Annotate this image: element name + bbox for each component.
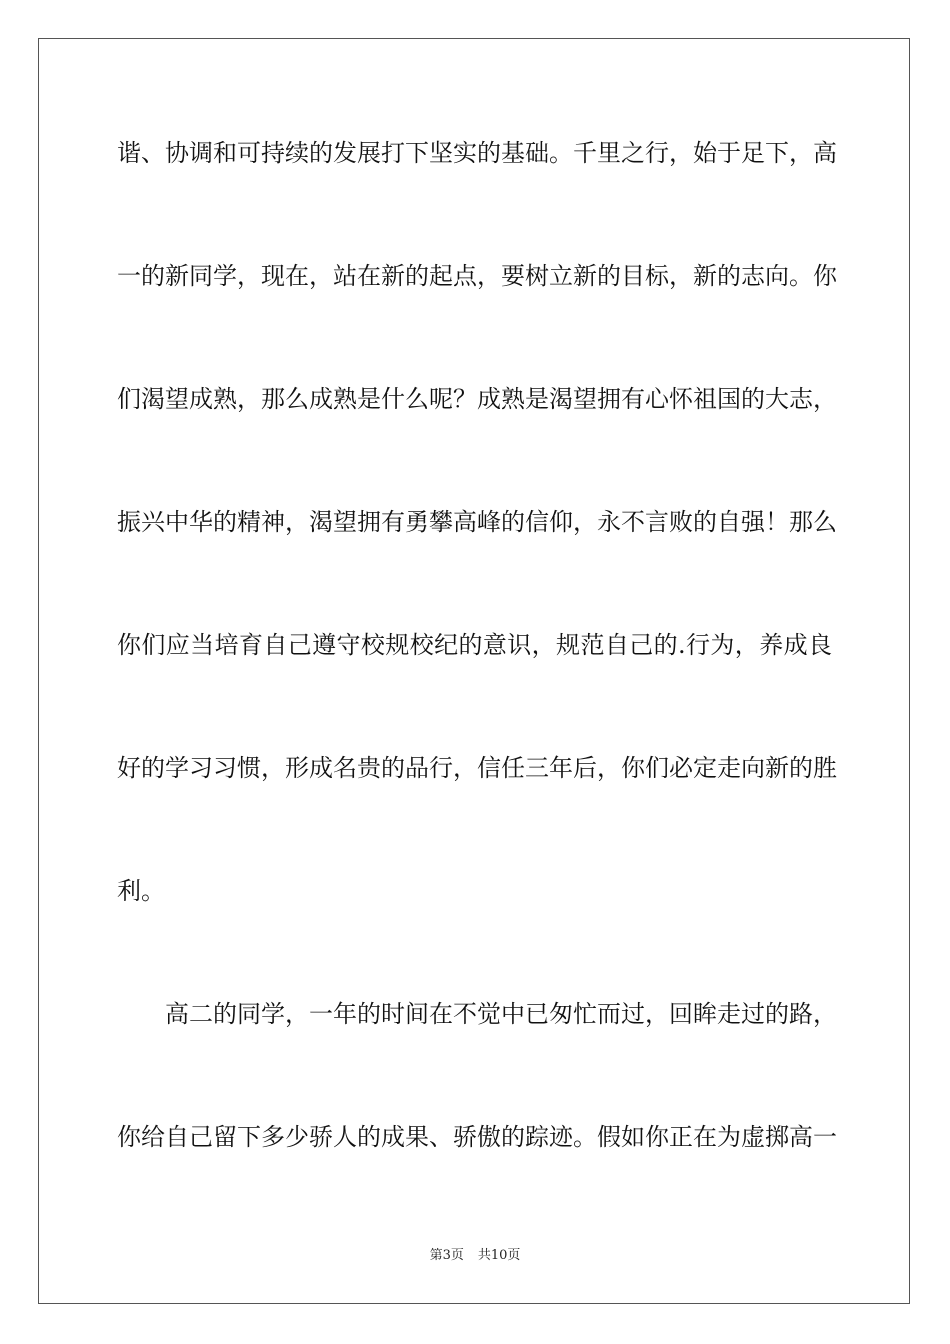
paragraph-line: 一的新同学，现在，站在新的起点，要树立新的目标，新的志向。你 — [117, 262, 837, 290]
paragraph-line: 好的学习习惯，形成名贵的品行，信任三年后，你们必定走向新的胜 — [117, 754, 837, 782]
paragraph-line: 谐、协调和可持续的发展打下坚实的基础。千里之行，始于足下，高 — [117, 139, 837, 167]
page-total: 共10页 — [477, 1248, 521, 1263]
paragraph-line: 高二的同学，一年的时间在不觉中已匆忙而过，回眸走过的路， — [165, 1000, 837, 1028]
paragraph-line: 利。 — [117, 877, 165, 905]
paragraph-line: 们渴望成熟，那么成熟是什么呢？成熟是渴望拥有心怀祖国的大志， — [117, 385, 837, 413]
paragraph-line: 振兴中华的精神，渴望拥有勇攀高峰的信仰，永不言败的自强！那么 — [117, 508, 837, 536]
page-footer — [0, 1246, 950, 1266]
page-number: 第3页 — [429, 1248, 464, 1263]
paragraph-line: 你给自己留下多少骄人的成果、骄傲的踪迹。假如你正在为虚掷高一 — [117, 1123, 837, 1151]
paragraph-line: 你们应当培育自己遵守校规校纪的意识，规范自己的.行为，养成良 — [117, 631, 832, 659]
page-frame — [38, 38, 910, 1304]
